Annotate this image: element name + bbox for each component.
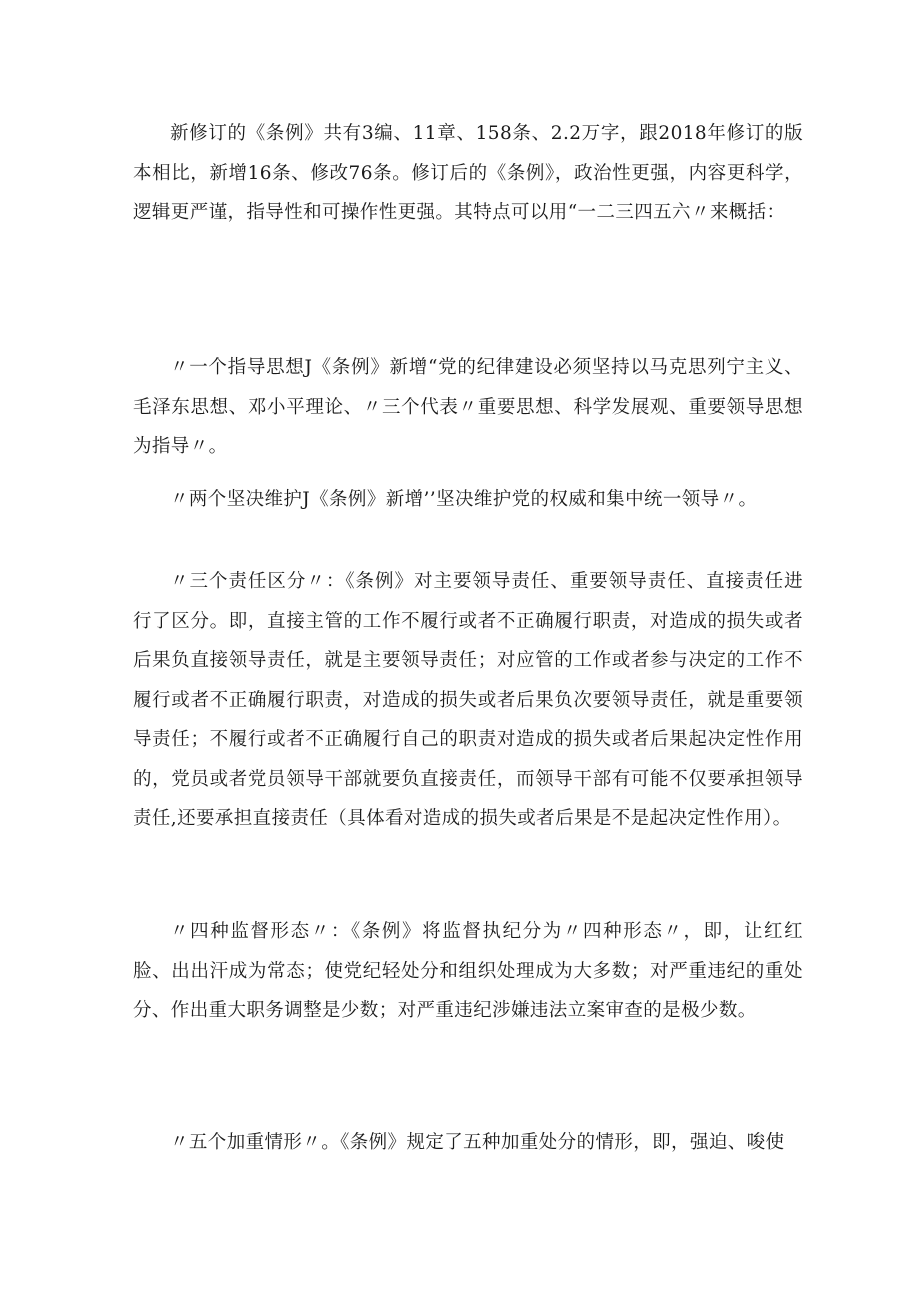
paragraph-four-supervision-forms: 〃四种监督形态〃：《条例》将监督执纪分为〃四种形态〃，即，让红红脸、出出汗成为常态；使党纪轻处分和组织处理成为大多数；对严重违纪的重处分、作出重大职务调整是少数；对严重违纪涉嫌违法立案审查的是极少数。 [133,921,803,1021]
paragraph-one-guiding-thought: 〃一个指导思想J《条例》新增“党的纪律建设必须坚持以马克思列宁主义、毛泽东思想、邓小平理论、〃三个代表〃重要思想、科学发展观、重要领导思想为指导〃。 [133,357,803,457]
paragraph-two-resolute-upholds: 〃两个坚决维护J《条例》新增’’坚决维护党的权威和集中统一领导〃。 [170,489,758,510]
paragraph-intro: 新修订的《条例》共有3编、11章、158条、2.2万字，跟2018年修订的版本相比，新增16条、修改76条。修订后的《条例》，政治性更强，内容更科学，逻辑更严谨，指导性和可操作性更强。其特点可以用“一二三四五六〃来概括： [133,123,803,223]
paragraph-five-aggravating-circumstances: 〃五个加重情形〃。《条例》规定了五种加重处分的情形，即，强迫、唆使 [170,1132,785,1153]
paragraph-three-responsibilities: 〃三个责任区分〃：《条例》对主要领导责任、重要领导责任、直接责任进行了区分。即，直接主管的工作不履行或者不正确履行职责，对造成的损失或者后果负直接领导责任，就是主要领导责任；对应管的工作或者参与决定的工作不履行或者不正确履行职责，对造成的损失或者后果负次要领导责任，就是重要领导责任；不履行或者不正确履行自己的职责对造成的损失或者后果起决定性作用的，党员或者党员领导干部就要负直接责任，而领导干部有可能不仅要承担领导责任,还要承担直接责任（具体看对造成的损失或者后果是不是起决定性作用）。 [133,571,803,829]
